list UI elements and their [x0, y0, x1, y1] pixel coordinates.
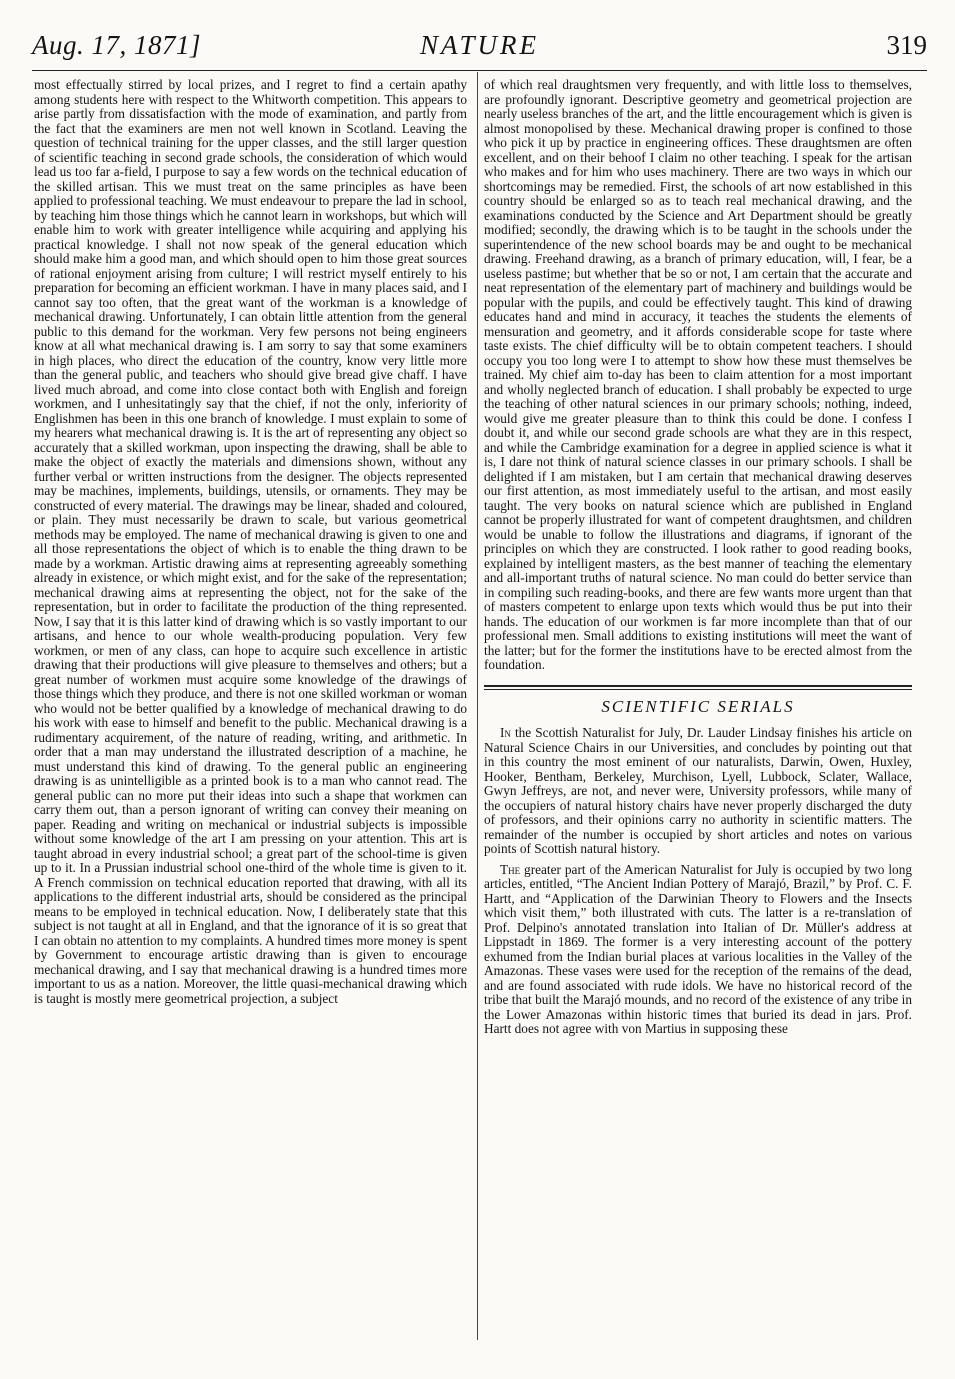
right-column [484, 78, 912, 1342]
issue-date: Aug. 17, 1871] [32, 30, 201, 60]
column-divider [477, 72, 478, 1340]
journal-title: NATURE [420, 30, 539, 60]
page-header [32, 26, 927, 66]
paragraph-text: greater part of the American Naturalist for July is occupied by two long articles, entitled, “The Ancient Indian Pottery of Marajó, Brazil,” by Prof. C. F. Hartt, and “Application of the Darwinian Theory to Flowers and the Insects which visit them,” both illustrated with cuts. The latter is a re-translation of Prof. Delpino's annotated translation into Italian of Dr. Müller's address at Lippstadt in 1869. The former is a very interesting account of the pottery exhumed from the Indian burial places at various localities in the Valley of the Amazonas. These vases were used for the reception of the remains of the dead, and are found associated with rude idols. We have no historical record of the tribe that built the Marajó mounds, and no record of the existence of any tribe in the Lower Amazonas within historic times that buried its dead in jars. Prof. Hartt does not agree with von Martius in supposing these [484, 861, 912, 1036]
paragraph-text: the Scottish Naturalist for July, Dr. Lauder Lindsay finishes his article on Natural Science Chairs in our Universities, and concludes by pointing out that in this country the most eminent of our naturalists, Darwin, Owen, Huxley, Hooker, Bentham, Berkeley, Murchison, Lyell, Lubbock, Sclater, Wallace, Gwyn Jeffreys, are not, and never were, University professors, while many of the occupiers of natural history chairs have never properly discharged the duty of professors, and their opinions carry no authority in scientific matters. The remainder of the number is occupied by short articles and notes on various points of Scottish natural history. [484, 725, 912, 856]
left-column [34, 78, 467, 1342]
article-paragraph [484, 726, 912, 857]
paragraph-lead: The [499, 861, 521, 877]
paragraph-lead: In [499, 725, 511, 740]
section-divider [484, 685, 912, 690]
left-column-text: most effectually stirred by local prizes, and I regret to find a certain apathy among students here with respect to the Whitworth competition. This appears to arise partly from dissatisfaction with the mode of examination, and partly from the fact that the examiners are men not well known in Scotland. Leaving the question of technical training for the upper classes, and the still larger question of scientific teaching in second grade schools, the consideration of which would lead us too far a-field, I purpose to say a few words on the technical education of the skilled artisan. This we must treat on the same principles as have been applied to professional teaching. We must endeavour to prepare the lad in school, by teaching him those things which he cannot learn in workshops, but which will enable him to work with greater intelligence while acquiring and applying his practical knowledge. I shall not now speak of the general education which should make him a good man, and which should open to him those great sources of rational enjoyment arising from culture; I will restrict myself entirely to his preparation for becoming an efficient workman. I have in many places said, and I cannot say too often, that the great want of the workman is a knowledge of mechanical drawing. Unfortunately, I can obtain little attention from the general public to this demand for the workman. Very few persons not being engineers know at all what mechanical drawing is. I am sorry to say that some examiners in high places, who direct the education of the country, know very little more than the general public, and teachers who should give bread give chaff. I have lived much abroad, and come into close contact both with English and foreign workmen, and I unhesitatingly say that the chief, if not the only, inferiority of Englishmen has been in this one branch of knowledge. I must explain to some of my hearers what mechanical drawing is. It is the art of representing any object so accurately that a skilled workman, upon inspecting the drawing, shall be able to make the object of exactly the materials and dimensions shown, without any further verbal or written instructions from the designer. The objects represented may be machines, implements, buildings, utensils, or ornaments. They may be constructed of every material. The drawings may be linear, shaded and coloured, or plain. They must necessarily be drawn to scale, but various geometrical methods may be employed. The name of mechanical drawing is given to one and all those representations the object of which is to enable the thing drawn to be made by a workman. Artistic drawing aims at representing agreeably something already in existence, or which might exist, and for the sake of the representation; mechanical drawing aims at representing the object, not for the sake of the representation, but in order to facilitate the production of the thing represented. Now, I say that it is this latter kind of drawing which is so vastly important to our artisans, and hence to our whole wealth-producing population. Very few workmen, or men of any class, can hope to acquire such excellence in artistic drawing that their productions will give pleasure to themselves and others; but a great number of workmen must acquire some knowledge of the drawings of those things which they produce, and there is not one skilled workman or woman who would not be better qualified by a knowledge of mechanical drawing to do his work with ease to himself and benefit to the public. Mechanical drawing is a rudimentary acquirement, of the nature of reading, writing, and arithmetic. In order that a man may understand the illustrated description of a machine, he must understand this kind of drawing. To the general public an engineering drawing is as unintelligible as a printed book is to a man who cannot read. The general public can no more put their ideas into such a shape that workmen can carry them out, than a person ignorant of writing can convey their meaning on paper. Reading and writing on mechanical or industrial subjects is impossible without some knowledge of the art I am pressing on your attention. This art is taught abroad in every industrial school; a great part of the school-time is given up to it. In a Prussian industrial school one-third of the whole time is given to it. A French commission on technical education reported that drawing, with all its applications to the different industrial arts, should be considered as the principal means to be employed in technical education. Now, I deliberately state that this subject is not taught at all in England, and that the ignorance of it is so great that I can obtain no attention to my complaints. A hundred times more money is spent by Government to encourage artistic drawing than is given to encourage mechanical drawing, and I say that mechanical drawing is a hundred times more important to us as a nation. Moreover, the little quasi-mechanical drawing which is taught is mostly mere geometrical projection, a subject [34, 78, 467, 1006]
header-rule [32, 70, 927, 71]
section-title: SCIENTIFIC SERIALS [601, 696, 795, 716]
article-paragraph [484, 863, 912, 1037]
page-number: 319 [886, 30, 927, 60]
right-column-text: of which real draughtsmen very frequently, and with little loss to themselves, are profoundly ignorant. Descriptive geometry and geometrical projection are nearly useless branches of the art, and the little encouragement which is given is almost monopolised by these. Mechanical drawing proper is confined to those who pick it up by practice in engineering offices. These draughtsmen are often excellent, and on their behoof I claim no other teaching. I speak for the artisan who makes and for him who uses machinery. There are two ways in which our shortcomings may be remedied. First, the schools of art now established in this country should be enlarged so as to teach real mechanical drawing, and the examinations conducted by the Science and Art Department should be greatly modified; secondly, the drawing which is to be taught in the schools under the superintendence of the new school boards may be and ought to be mechanical drawing. Freehand drawing, as a branch of primary education, will, I fear, be a useless pastime; but whether that be so or not, I am certain that the accurate and neat representation of the elementary part of machinery and buildings would be popular with the pupils, and could be effectively taught. This kind of drawing educates hand and mind in accuracy, it teaches the students the elements of mensuration and geometry, and it affords considerable scope for taste where taste exists. The chief difficulty will be to obtain competent teachers. I should occupy you too long were I to attempt to show how these must themselves be trained. My chief aim to-day has been to claim attention for a most important and wholly neglected branch of education. I shall probably be expected to urge the teaching of other natural sciences in our primary schools; nothing, indeed, would give me greater pleasure than to think this could be done. I confess I doubt it, and while our second grade schools are what they are in this respect, and while the Cambridge examination for a degree in applied science is what it is, I dare not think of natural science classes in our primary schools. I shall be delighted if I am mistaken, but I am certain that mechanical drawing deserves our first attention, as most immediately useful to the artisan, and most easily taught. The very books on natural science which are published in England cannot be properly illustrated for want of competent draughtsmen, and children would be unable to follow the illustrations and diagrams, if ignorant of the principles on which they are constructed. I look rather to good reading books, explained by intelligent masters, as the best manner of teaching the elementary and all-important truths of natural science. No man could do better service than in compiling such reading-books, and there are few wants more urgent than that of masters competent to enlarge upon texts which would thus be put into their hands. The education of our workmen is far more incomplete than that of our professional men. Small additions to existing institutions will meet the want of the latter; but for the former the institutions have to be erected almost from the foundation. [484, 78, 912, 672]
